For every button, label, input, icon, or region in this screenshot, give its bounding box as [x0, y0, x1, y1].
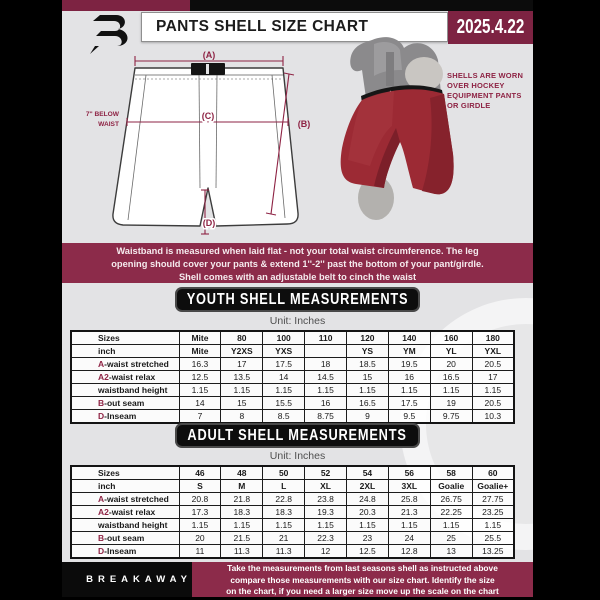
table-row [71, 358, 514, 371]
adult-unit-label: Unit: Inches [269, 450, 326, 462]
table-cell: 16.3 [179, 358, 221, 371]
table-cell: 24 [388, 532, 430, 545]
table-cell: 15.5 [263, 397, 305, 410]
table-row [71, 384, 514, 397]
table-cell: 1.15 [179, 519, 221, 532]
table-cell: 1.15 [472, 519, 514, 532]
date-badge [448, 11, 533, 44]
footer-instruction-line: Take the measurements from last seasons shell as instructed above [227, 563, 498, 573]
table-cell: 20.8 [179, 493, 221, 506]
row-label: A-waist stretched [71, 358, 179, 371]
table-cell: 180 [472, 331, 514, 345]
table-cell: 12.5 [347, 545, 389, 559]
table-cell: 13.5 [221, 371, 263, 384]
table-row [71, 371, 514, 384]
table-row [71, 480, 514, 493]
adult-section-title: ADULT SHELL MEASUREMENTS [187, 426, 408, 444]
table-cell: 13 [430, 545, 472, 559]
table-cell: 20.5 [472, 397, 514, 410]
table-cell: 8.75 [305, 410, 347, 424]
footer-instruction-line: on the chart, if you need a larger size move up the scale on the chart [226, 586, 499, 596]
table-cell: 1.15 [263, 519, 305, 532]
table-cell: Goalie+ [472, 480, 514, 493]
info-banner-line: Shell comes with an adjustable belt to cinch the waist [178, 272, 417, 282]
row-label: inch [71, 345, 179, 358]
table-cell: 8 [221, 410, 263, 424]
pants-measurement-diagram [82, 48, 342, 243]
table-cell: 1.15 [388, 384, 430, 397]
table-cell: 15 [221, 397, 263, 410]
table-cell: 23.8 [305, 493, 347, 506]
adult-section-banner [175, 423, 420, 448]
table-cell: 46 [179, 466, 221, 480]
table-cell: 1.15 [430, 519, 472, 532]
row-label: Sizes [71, 331, 179, 345]
row-label: waistband height [71, 384, 179, 397]
table-cell: XL [305, 480, 347, 493]
table-cell: 16 [305, 397, 347, 410]
table-cell: 22.3 [305, 532, 347, 545]
table-cell: 9.75 [430, 410, 472, 424]
table-cell: 27.75 [472, 493, 514, 506]
table-cell: Goalie [430, 480, 472, 493]
table-cell: 16.5 [347, 397, 389, 410]
table-row [71, 506, 514, 519]
table-cell: 14.5 [305, 371, 347, 384]
table-cell: 19.3 [305, 506, 347, 519]
table-cell: 9 [347, 410, 389, 424]
table-cell: 15 [347, 371, 389, 384]
row-label-prefix: A2 [98, 371, 109, 382]
table-cell: 17.5 [388, 397, 430, 410]
row-label: A-waist stretched [71, 493, 179, 506]
table-cell: 58 [430, 466, 472, 480]
table-cell: 48 [221, 466, 263, 480]
table-cell: 54 [347, 466, 389, 480]
table-cell: 16.5 [430, 371, 472, 384]
table-row [71, 397, 514, 410]
adult-size-table [70, 465, 515, 559]
table-cell: 18 [305, 358, 347, 371]
table-row [71, 466, 514, 480]
photo-note [447, 71, 533, 111]
table-cell [305, 345, 347, 358]
table-cell: 11 [179, 545, 221, 559]
table-cell: 20 [430, 358, 472, 371]
table-cell: Y2XS [221, 345, 263, 358]
table-cell: 21.8 [221, 493, 263, 506]
row-label: B-out seam [71, 397, 179, 410]
youth-section-banner [175, 287, 420, 312]
header-black-strip [190, 0, 533, 11]
table-cell: 10.3 [472, 410, 514, 424]
below-waist-note-line1: 7'' BELOW [85, 111, 119, 118]
row-label: Sizes [71, 466, 179, 480]
row-label-prefix: B [98, 397, 105, 408]
table-cell: 18.3 [263, 506, 305, 519]
row-label: D-Inseam [71, 545, 179, 559]
table-cell: 140 [388, 331, 430, 345]
table-cell: 1.15 [430, 384, 472, 397]
table-cell: 20.5 [472, 358, 514, 371]
table-cell: 1.15 [263, 384, 305, 397]
table-row [71, 532, 514, 545]
table-cell: S [179, 480, 221, 493]
table-cell: 11.3 [263, 545, 305, 559]
table-cell: 1.15 [179, 384, 221, 397]
table-cell: 19 [430, 397, 472, 410]
table-cell: 7 [179, 410, 221, 424]
row-label: waistband height [71, 519, 179, 532]
table-cell: 1.15 [221, 384, 263, 397]
table-cell: Mite [179, 331, 221, 345]
table-cell: 17 [221, 358, 263, 371]
table-cell: 52 [305, 466, 347, 480]
table-cell: 1.15 [347, 384, 389, 397]
row-label: inch [71, 480, 179, 493]
table-cell: 12.8 [388, 545, 430, 559]
table-cell: 12.5 [179, 371, 221, 384]
youth-size-table [70, 330, 515, 424]
diagram-label-a: (A) [202, 50, 216, 60]
table-cell: 21.5 [221, 532, 263, 545]
diagram-label-d: (D) [202, 218, 216, 228]
table-cell: 23 [347, 532, 389, 545]
row-label: B-out seam [71, 532, 179, 545]
footer-instruction-line: compare those measurements with our size chart. Identify the size [230, 574, 495, 585]
table-cell: 60 [472, 466, 514, 480]
table-cell: 24.8 [347, 493, 389, 506]
table-cell: 9.5 [388, 410, 430, 424]
table-cell: 18.5 [347, 358, 389, 371]
table-cell: 20.3 [347, 506, 389, 519]
table-cell: 50 [263, 466, 305, 480]
diagram-label-c: (C) [201, 111, 215, 121]
table-row [71, 331, 514, 345]
row-label: A2-waist relax [71, 506, 179, 519]
footer-instructions [192, 562, 533, 597]
table-cell: YXL [472, 345, 514, 358]
table-row [71, 410, 514, 424]
table-cell: 8.5 [263, 410, 305, 424]
table-cell: 25.5 [472, 532, 514, 545]
table-cell: 160 [430, 331, 472, 345]
table-cell: 80 [221, 331, 263, 345]
table-cell: 17 [472, 371, 514, 384]
table-cell: 26.75 [430, 493, 472, 506]
info-banner-line: Waistband is measured when laid flat - not your total waist circumference. The leg [116, 246, 479, 256]
table-cell: 25 [430, 532, 472, 545]
page-title-text: PANTS SHELL SIZE CHART [156, 18, 369, 35]
table-cell: M [221, 480, 263, 493]
table-cell: YL [430, 345, 472, 358]
row-label-prefix: D [98, 545, 105, 556]
table-cell: 56 [388, 466, 430, 480]
table-cell: 22.25 [430, 506, 472, 519]
table-cell: 120 [347, 331, 389, 345]
table-cell: 17.3 [179, 506, 221, 519]
table-cell: YS [347, 345, 389, 358]
table-cell: 1.15 [388, 519, 430, 532]
table-cell: 12 [305, 545, 347, 559]
table-cell: 11.3 [221, 545, 263, 559]
table-cell: 13.25 [472, 545, 514, 559]
table-cell: 20 [179, 532, 221, 545]
table-cell: 1.15 [305, 519, 347, 532]
row-label-prefix: A [98, 358, 105, 369]
table-cell: 1.15 [347, 519, 389, 532]
table-row [71, 345, 514, 358]
table-row [71, 519, 514, 532]
table-cell: 25.8 [388, 493, 430, 506]
table-row [71, 545, 514, 559]
table-cell: YXS [263, 345, 305, 358]
date-text: 2025.4.22 [456, 16, 525, 38]
table-cell: L [263, 480, 305, 493]
size-chart-page [62, 0, 533, 597]
table-cell: 2XL [347, 480, 389, 493]
table-row [71, 493, 514, 506]
row-label-prefix: A2 [98, 506, 109, 517]
shell-product-photo [334, 36, 459, 241]
photo-note-line: SHELLS ARE WORN [447, 71, 524, 80]
row-label-prefix: A [98, 493, 105, 504]
row-label-prefix: B [98, 532, 105, 543]
table-cell: 1.15 [305, 384, 347, 397]
table-cell: Mite [179, 345, 221, 358]
table-cell: 14 [179, 397, 221, 410]
table-cell: 21.3 [388, 506, 430, 519]
photo-note-line: OVER HOCKEY [447, 81, 505, 90]
table-cell: 21 [263, 532, 305, 545]
table-cell: 1.15 [221, 519, 263, 532]
table-cell: 3XL [388, 480, 430, 493]
below-waist-note-line2: WAIST [98, 121, 119, 128]
table-cell: 19.5 [388, 358, 430, 371]
youth-unit-label: Unit: Inches [269, 315, 326, 327]
row-label: D-Inseam [71, 410, 179, 424]
footer-brand-block [62, 562, 192, 597]
header-maroon-strip [62, 0, 190, 11]
info-banner-line: opening should cover your pants & extend 1''-2'' past the bottom of your pant/girdle. [111, 259, 484, 269]
table-cell: 14 [263, 371, 305, 384]
photo-note-line: OR GIRDLE [447, 101, 491, 110]
table-cell: 1.15 [472, 384, 514, 397]
footer-brand-name: BREAKAWAY [86, 574, 192, 585]
table-cell: 110 [305, 331, 347, 345]
table-cell: 17.5 [263, 358, 305, 371]
row-label-prefix: D [98, 410, 105, 421]
table-cell: 23.25 [472, 506, 514, 519]
waistband-info-banner [62, 243, 533, 283]
table-cell: 18.3 [221, 506, 263, 519]
diagram-label-b: (B) [297, 119, 311, 129]
row-label: A2-waist relax [71, 371, 179, 384]
table-cell: 100 [263, 331, 305, 345]
table-cell: 22.8 [263, 493, 305, 506]
table-cell: 16 [388, 371, 430, 384]
photo-note-line: EQUIPMENT PANTS [447, 91, 522, 100]
table-cell: YM [388, 345, 430, 358]
youth-section-title: YOUTH SHELL MEASUREMENTS [186, 290, 409, 308]
